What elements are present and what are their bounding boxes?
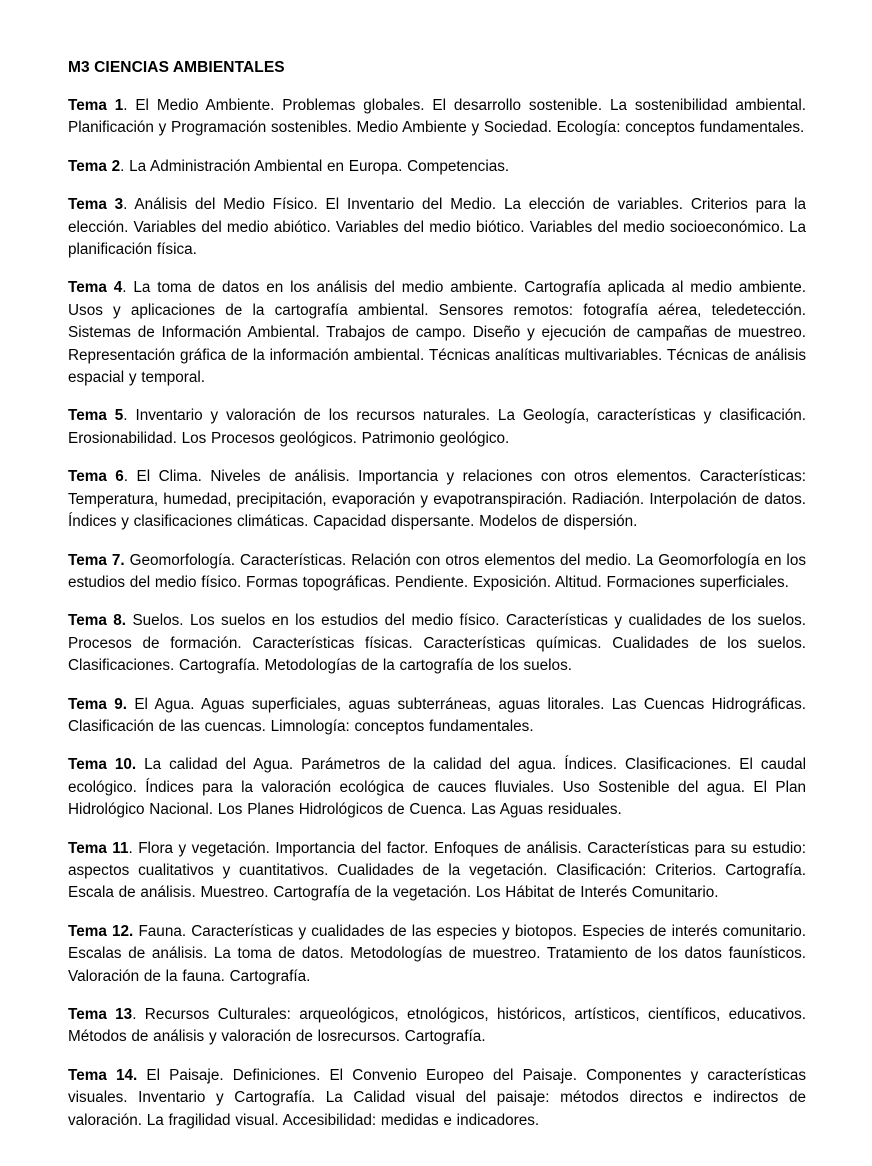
tema-paragraph-10 [68,754,806,821]
tema-label: Tema 13 [68,1006,133,1023]
tema-paragraph-13 [68,1004,806,1049]
tema-label: Tema 6 [68,468,124,486]
document-title: M3 CIENCIAS AMBIENTALES [68,59,285,76]
tema-text: Geomorfología. Características. Relación con otros elementos del medio. La Geomorfología en los estudios del medio físico. Formas topográficas. Pendiente. Exposición. Altitud. Formaciones superficiales. [68,551,806,591]
tema-text: . La toma de datos en los análisis del medio ambiente. Cartografía aplicada al medio ambiente. Usos y aplicaciones de la cartografía ambiental. Sensores remotos: fotografía aérea, teledetección. Sistemas de Información Ambiental. Trabajos de campo. Diseño y ejecución de campañas de muestreo. Representación gráfica de la información ambiental. Técnicas analíticas multivariables. Técnicas de análisis espacial y temporal. [68,279,806,387]
tema-paragraph-5 [68,405,806,450]
tema-paragraph-3 [68,194,806,261]
tema-label: Tema 9. [68,695,127,713]
tema-label: Tema 1 [68,97,124,114]
tema-text: . El Clima. Niveles de análisis. Importancia y relaciones con otros elementos. Características: Temperatura, humedad, precipitación, evaporación y evapotranspiración. Radiación. Interpolación de datos. Índices y clasificaciones climáticas. Capacidad dispersante. Modelos de dispersión. [68,468,806,531]
tema-paragraph-9 [68,694,806,739]
tema-text: Suelos. Los suelos en los estudios del medio físico. Características y cualidades de los suelos. Procesos de formación. Características físicas. Características químicas. Cualidades de los suelos. Clasificaciones. Cartografía. Metodologías de la cartografía de los suelos. [68,612,806,675]
tema-paragraph-7 [68,550,806,595]
tema-label: Tema 11 [68,839,129,857]
tema-text: . Análisis del Medio Físico. El Inventario del Medio. La elección de variables. Criterios para la elección. Variables del medio abiótico. Variables del medio biótico. Variables del medio socioeconómico. La planificación física. [68,196,806,259]
tema-paragraph-2 [68,156,806,178]
tema-paragraph-6 [68,466,806,533]
tema-label: Tema 5 [68,407,124,425]
tema-paragraph-1 [68,95,806,140]
tema-label: Tema 8. [68,612,127,630]
tema-text: . Inventario y valoración de los recursos naturales. La Geología, características y clasificación. Erosionabilidad. Los Procesos geológicos. Patrimonio geológico. [68,407,806,447]
tema-paragraph-4 [68,277,806,389]
tema-text: El Agua. Aguas superficiales, aguas subterráneas, aguas litorales. Las Cuencas Hidrográficas. Clasificación de las cuencas. Limnología: conceptos fundamentales. [68,695,806,735]
tema-label: Tema 12. [68,922,134,940]
tema-text: . El Medio Ambiente. Problemas globales. El desarrollo sostenible. La sostenibilidad ambiental. Planificación y Programación sostenibles. Medio Ambiente y Sociedad. Ecología: conceptos fundamentales. [68,97,806,137]
tema-text: . Recursos Culturales: arqueológicos, etnológicos, históricos, artísticos, científicos, educativos. Métodos de análisis y valoración de losrecursos. Cartografía. [68,1006,806,1046]
tema-text: El Paisaje. Definiciones. El Convenio Europeo del Paisaje. Componentes y características visuales. Inventario y Cartografía. La Calidad visual del paisaje: métodos directos e indirectos de valoración. La fragilidad visual. Accesibilidad: medidas e indicadores. [68,1066,806,1129]
tema-text: . La Administración Ambiental en Europa. Competencias. [120,157,510,175]
tema-paragraph-14 [68,1065,806,1132]
tema-paragraph-11 [68,838,806,905]
tema-text: La calidad del Agua. Parámetros de la calidad del agua. Índices. Clasificaciones. El caudal ecológico. Índices para la valoración ecológica de cauces fluviales. Uso Sostenible del agua. El Plan Hidrológico Nacional. Los Planes Hidrológicos de Cuenca. Las Aguas residuales. [68,756,806,819]
tema-label: Tema 10. [68,756,137,774]
tema-label: Tema 7. [68,551,125,569]
tema-label: Tema 3 [68,196,124,214]
tema-text: . Flora y vegetación. Importancia del factor. Enfoques de análisis. Características para su estudio: aspectos cualitativos y cuantitativos. Cualidades de la vegetación. Clasificación: Criterios. Cartografía. Escala de análisis. Muestreo. Cartografía de la vegetación. Los Hábitat de Interés Comunitario. [68,839,806,902]
tema-label: Tema 2 [68,157,121,175]
tema-label: Tema 14. [68,1066,138,1084]
tema-label: Tema 4 [68,279,123,297]
tema-paragraph-12 [68,921,806,988]
tema-text: Fauna. Características y cualidades de las especies y biotopos. Especies de interés comunitario. Escalas de análisis. La toma de datos. Metodologías de muestreo. Tratamiento de los datos faunísticos. Valoración de la fauna. Cartografía. [68,922,806,985]
tema-paragraph-8 [68,610,806,677]
